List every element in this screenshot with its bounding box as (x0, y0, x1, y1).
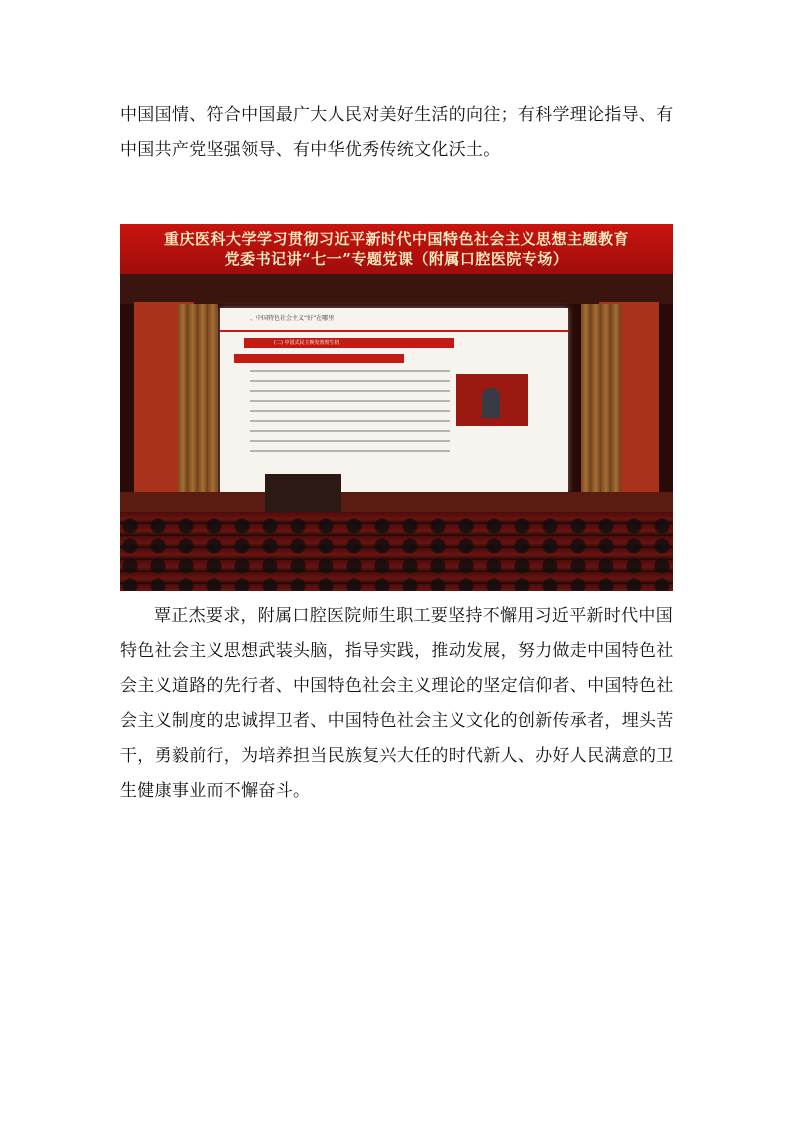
slide-header (220, 308, 568, 332)
curtain-left (178, 304, 218, 496)
slide-header-text: 、中国特色社会主义“好”在哪里 (250, 315, 335, 322)
lecture-hall-photo (120, 224, 673, 591)
paragraph-main: 覃正杰要求，附属口腔医院师生职工要坚持不懈用习近平新时代中国特色社会主义思想武装头脑，指导实践，推动发展，努力做走中国特色社会主义道路的先行者、中国特色社会主义理论的坚定信仰者、中国特色社会主义制度的忠诚捍卫者、中国特色社会主义文化的创新传承者，埋头苦干，勇毅前行，为培养担当民族复兴大任的时代新人、办好人民满意的卫生健康事业而不懈奋斗。 (120, 606, 674, 801)
audience-heads (120, 516, 673, 591)
slide-section-text: (二) 中国式民主焕发勃勃生机 (274, 340, 340, 346)
slide-body-text (250, 370, 450, 460)
banner-line-1: 重庆医科大学学习贯彻习近平新时代中国特色社会主义思想主题教育 (163, 230, 629, 248)
projection-screen (220, 308, 568, 493)
speaker-figure (482, 388, 500, 418)
stage (120, 492, 673, 512)
ceiling (120, 274, 673, 304)
banner-line-2: 党委书记讲“七一”专题党课（附属口腔医院专场） (224, 250, 569, 268)
slide-section-bar (244, 338, 454, 348)
slide-question-bar (234, 354, 404, 363)
slide-image (456, 374, 528, 426)
banner (120, 224, 673, 274)
curtain-right (581, 304, 621, 496)
paragraph-intro: 中国国情、符合中国最广大人民对美好生活的向往；有科学理论指导、有中国共产党坚强领导、有中华优秀传统文化沃土。 (120, 105, 674, 160)
